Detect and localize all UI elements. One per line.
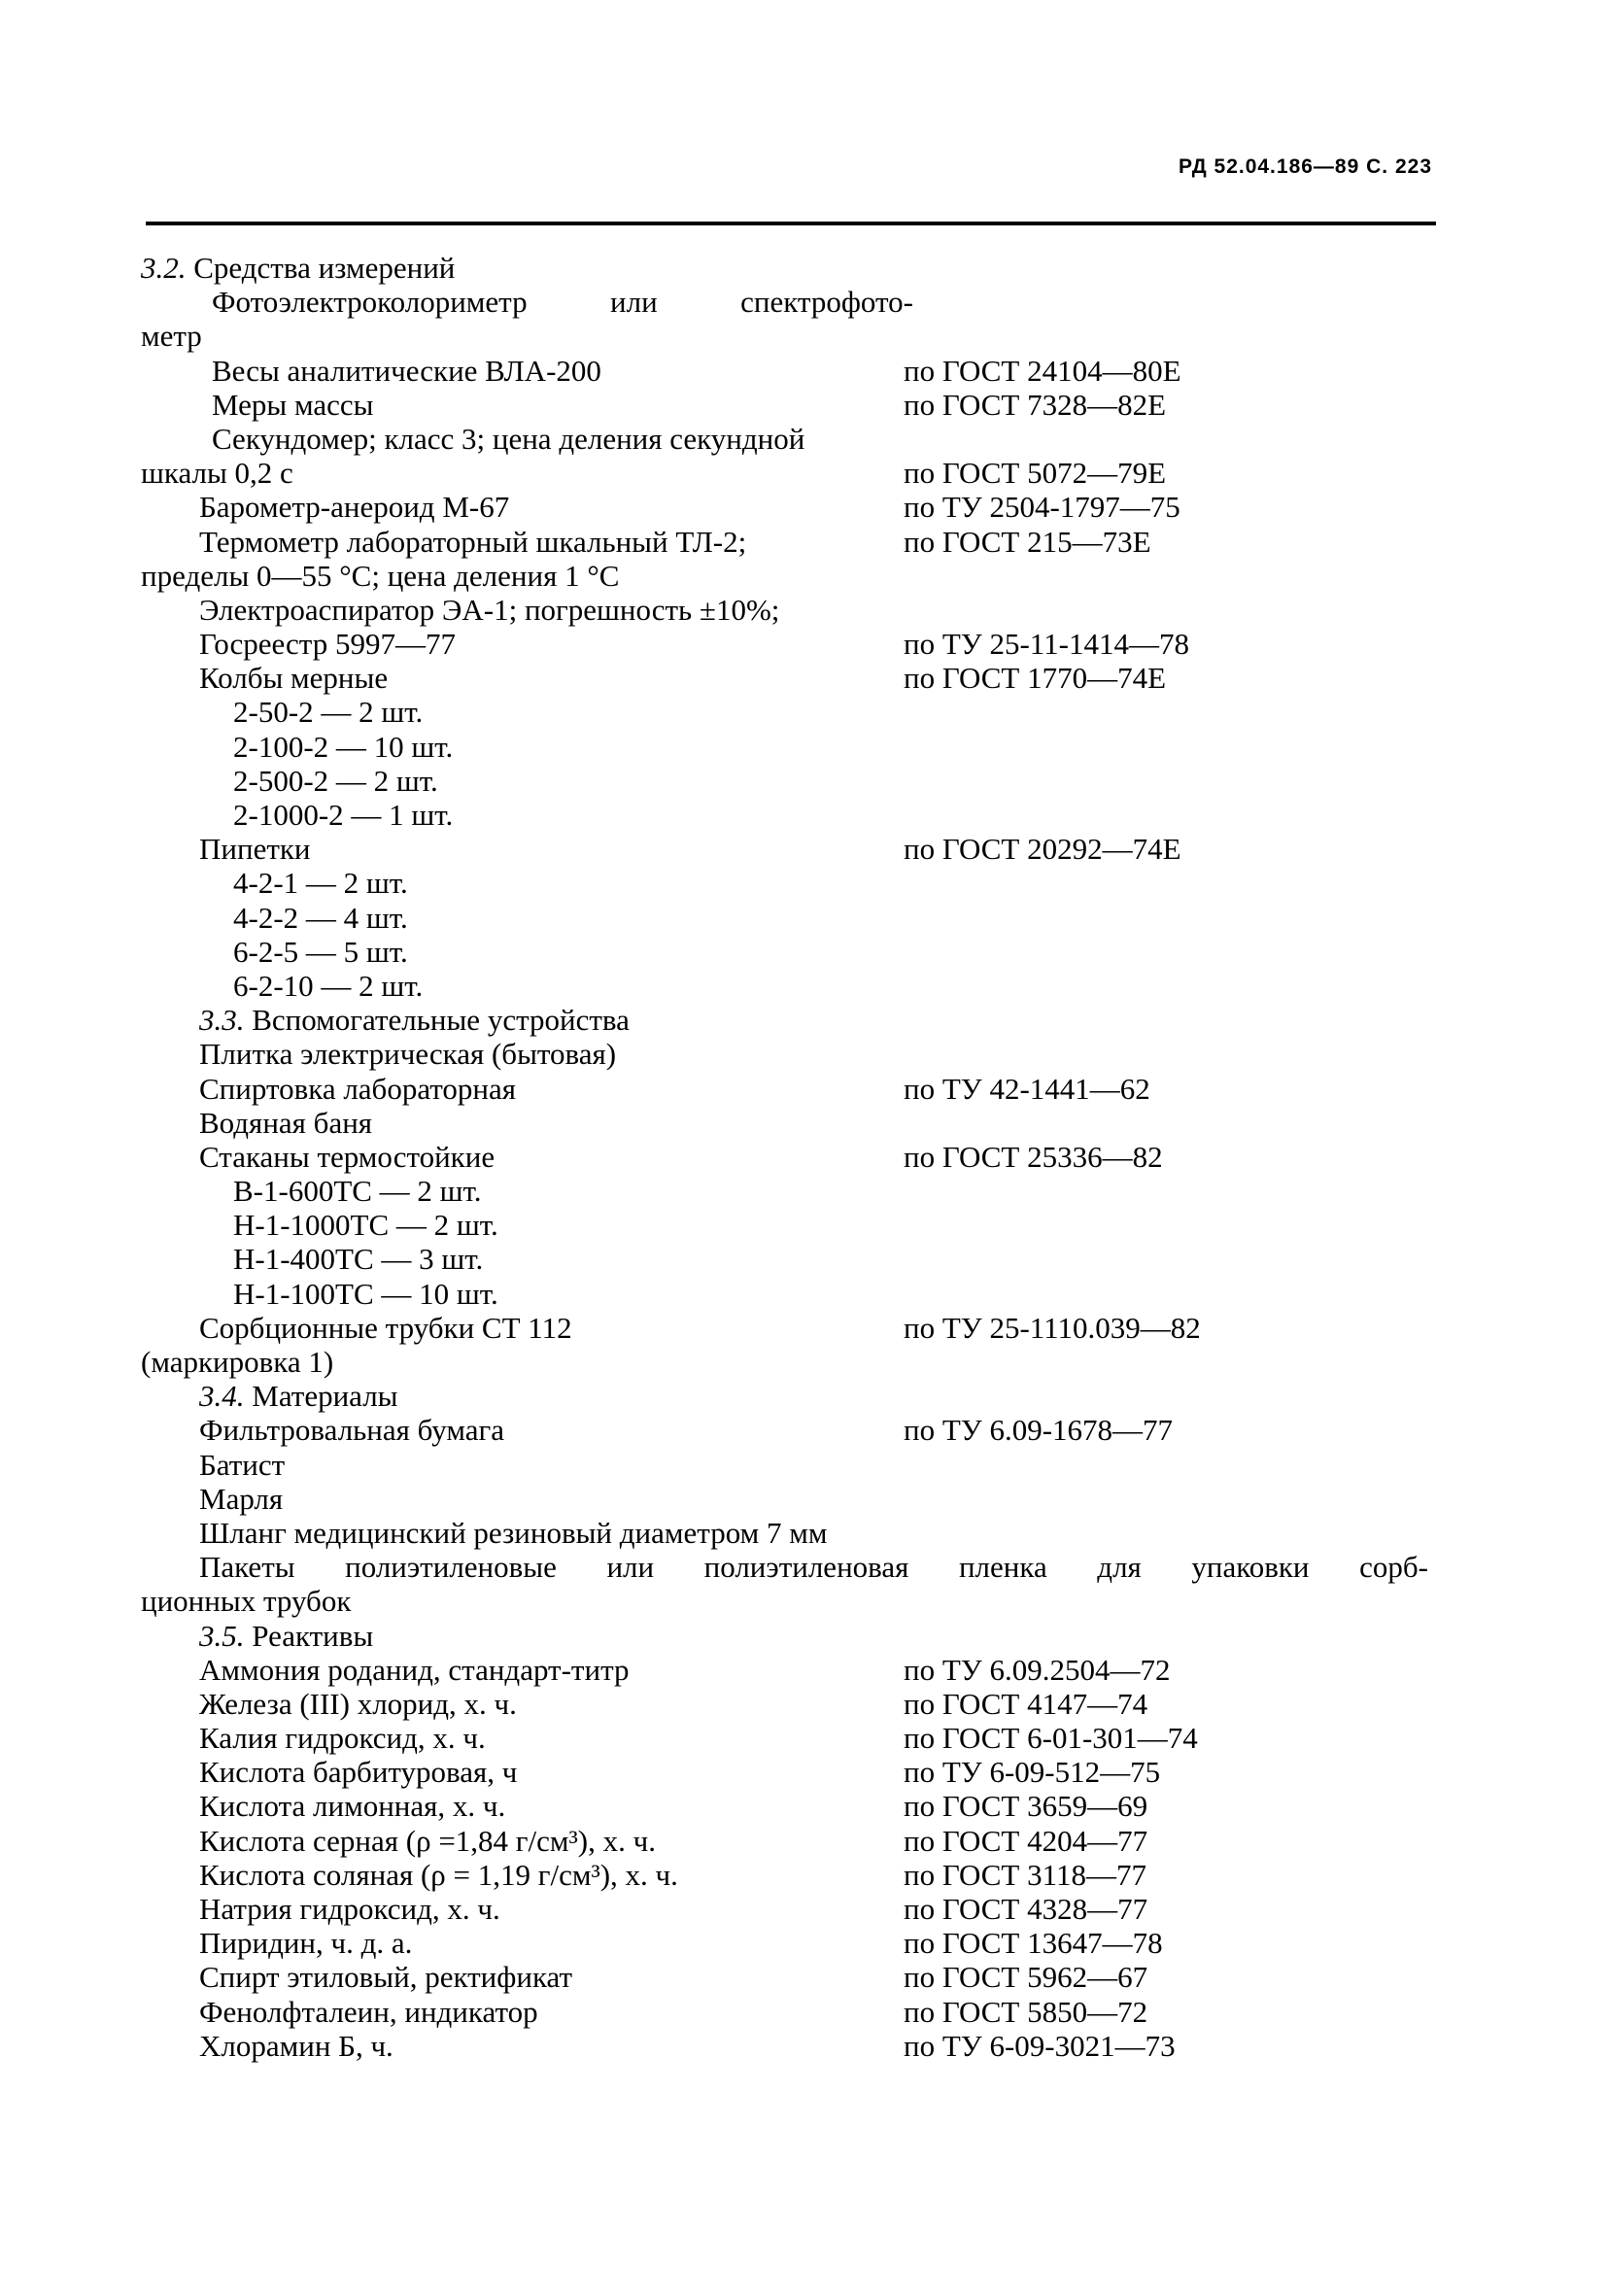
item-name: Водяная баня (199, 1105, 373, 1140)
item-standard: по ГОСТ 7328—82Е (904, 387, 1167, 422)
item-name: Электроаспиратор ЭА-1; погрешность ±10%; (199, 592, 780, 627)
sub-item-text: 4-2-2 — 4 шт. (233, 900, 408, 935)
section-number: 3.3. (199, 1003, 245, 1038)
item-name: Пипетки (199, 832, 311, 867)
section-3-3-heading (0, 1003, 1607, 1037)
item-name-cont: ционных трубок (141, 1584, 352, 1619)
sub-item-text: Н-1-1000ТС — 2 шт. (233, 1208, 498, 1243)
sub-item (0, 969, 1607, 1003)
item-name: Фильтровальная бумага (199, 1413, 504, 1448)
section-title-text: Материалы (252, 1379, 398, 1414)
sub-item (0, 901, 1607, 935)
reagent-standard: по ГОСТ 3118—77 (904, 1857, 1146, 1892)
reagent-standard: по ГОСТ 3659—69 (904, 1789, 1148, 1824)
item-word: для (1097, 1550, 1142, 1585)
item-thermometer (0, 525, 1607, 559)
item-filter-paper (0, 1413, 1607, 1447)
reagent-name: Кислота лимонная, х. ч. (199, 1789, 506, 1824)
sub-item-text: 2-500-2 — 2 шт. (233, 763, 438, 798)
section-title (199, 1379, 398, 1413)
reagent-name: Кислота серная (ρ =1,84 г/см³), х. ч. (199, 1823, 656, 1858)
section-3-2-heading (0, 251, 1607, 285)
section-title (199, 1619, 373, 1653)
item-standard: по ГОСТ 215—73Е (904, 524, 1151, 559)
item-burner (0, 1072, 1607, 1106)
item-name: Термометр лабораторный шкальный ТЛ-2; (199, 524, 747, 559)
item-standard: по ТУ 2504-1797—75 (904, 490, 1180, 525)
item-name: Марля (199, 1481, 284, 1516)
item-standard: по ГОСТ 20292—74Е (904, 832, 1181, 867)
sub-item (0, 1174, 1607, 1208)
section-title-text: Реактивы (252, 1618, 374, 1653)
reagent-row (0, 1858, 1607, 1892)
item-bags-cont (0, 1584, 1607, 1618)
item-word: или (606, 1550, 655, 1585)
item-word: полиэтиленовые (345, 1550, 557, 1585)
section-title (141, 251, 455, 285)
reagent-standard: по ГОСТ 13647—78 (904, 1926, 1163, 1961)
reagent-name: Аммония роданид, стандарт-титр (199, 1652, 630, 1687)
item-name: Госреестр 5997—77 (199, 627, 456, 662)
reagent-name: Кислота барбитуровая, ч (199, 1755, 518, 1790)
section-number: 3.5. (199, 1618, 245, 1653)
item-name: Плитка электрическая (бытовая) (199, 1037, 617, 1072)
reagent-standard: по ГОСТ 5962—67 (904, 1960, 1148, 1995)
item-word: спектрофото- (740, 285, 913, 320)
sub-item-text: 2-1000-2 — 1 шт. (233, 798, 454, 832)
running-header: РД 52.04.186—89 С. 223 (1179, 155, 1432, 178)
item-stopwatch (0, 422, 1607, 456)
reagent-name: Пиридин, ч. д. а. (199, 1926, 413, 1961)
item-standard: по ГОСТ 1770—74Е (904, 661, 1167, 696)
item-name: Секундомер; класс 3; цена деления секундной (212, 421, 805, 456)
reagent-name: Фенолфталеин, индикатор (199, 1994, 538, 2029)
item-word: сорб- (1359, 1550, 1428, 1585)
sub-item-text: 2-100-2 — 10 шт. (233, 729, 454, 764)
sub-item (0, 1277, 1607, 1311)
item-hotplate (0, 1037, 1607, 1071)
section-number: 3.4. (199, 1379, 245, 1414)
item-weights (0, 388, 1607, 422)
reagent-row (0, 2029, 1607, 2063)
reagent-standard: по ГОСТ 4204—77 (904, 1823, 1148, 1858)
item-name-justified (212, 285, 913, 319)
item-beakers (0, 1140, 1607, 1174)
section-title (199, 1003, 630, 1037)
item-hose (0, 1516, 1607, 1550)
item-standard: по ГОСТ 5072—79Е (904, 456, 1167, 491)
reagent-standard: по ГОСТ 4147—74 (904, 1686, 1148, 1721)
item-name-cont: пределы 0—55 °С; цена деления 1 °С (141, 558, 620, 593)
item-word: Фотоэлектроколориметр (212, 285, 528, 320)
sub-item-text: В-1-600ТС — 2 шт. (233, 1174, 482, 1209)
item-scales (0, 354, 1607, 388)
sub-item (0, 764, 1607, 798)
sub-item-text: 6-2-10 — 2 шт. (233, 968, 424, 1003)
reagent-row (0, 1789, 1607, 1823)
reagent-standard: по ТУ 6-09-512—75 (904, 1755, 1161, 1790)
item-sorption-tubes (0, 1311, 1607, 1345)
item-barometer (0, 490, 1607, 524)
item-name: Стаканы термостойкие (199, 1139, 496, 1174)
item-flasks (0, 661, 1607, 695)
reagent-row (0, 1721, 1607, 1755)
item-name-cont: шкалы 0,2 с (141, 456, 293, 491)
reagent-standard: по ГОСТ 4328—77 (904, 1892, 1148, 1926)
reagent-row (0, 1995, 1607, 2029)
reagent-standard: по ГОСТ 6-01-301—74 (904, 1721, 1198, 1756)
item-registry (0, 627, 1607, 661)
item-name: Батист (199, 1447, 286, 1482)
section-title-text: Вспомогательные устройства (252, 1003, 630, 1038)
section-title-text: Средства измерений (193, 251, 456, 285)
item-standard: по ТУ 25-1110.039—82 (904, 1310, 1201, 1345)
reagent-standard: по ГОСТ 5850—72 (904, 1994, 1148, 2029)
item-name: Барометр-анероид М-67 (199, 490, 510, 525)
document-body (0, 251, 1607, 2063)
item-name: Меры массы (212, 387, 374, 422)
item-photocolorimeter (0, 285, 1607, 319)
item-name: Колбы мерные (199, 661, 389, 696)
reagent-row (0, 1755, 1607, 1789)
item-bags (0, 1550, 1607, 1584)
item-name: Весы аналитические ВЛА-200 (212, 353, 601, 388)
item-name: Шланг медицинский резиновый диаметром 7 мм (199, 1515, 828, 1550)
item-name: Спиртовка лабораторная (199, 1071, 517, 1106)
reagent-row (0, 1960, 1607, 1994)
item-standard: по ТУ 42-1441—62 (904, 1071, 1150, 1106)
sub-item-text: 2-50-2 — 2 шт. (233, 695, 424, 730)
item-standard: по ТУ 6.09-1678—77 (904, 1413, 1174, 1448)
item-standard: по ГОСТ 25336—82 (904, 1139, 1163, 1174)
item-name-cont: (маркировка 1) (141, 1345, 334, 1379)
item-word: пленка (958, 1550, 1047, 1585)
item-stopwatch-cont (0, 456, 1607, 490)
reagent-standard: по ТУ 6.09.2504—72 (904, 1652, 1171, 1687)
sub-item (0, 935, 1607, 969)
item-gauze (0, 1482, 1607, 1516)
reagent-name: Кислота соляная (ρ = 1,19 г/см³), х. ч. (199, 1857, 678, 1892)
sub-item-text: 4-2-1 — 2 шт. (233, 866, 408, 901)
reagent-name: Железа (III) хлорид, х. ч. (199, 1686, 517, 1721)
section-number: 3.2. (141, 251, 187, 285)
section-3-5-heading (0, 1619, 1607, 1653)
reagent-name: Хлорамин Б, ч. (199, 2028, 393, 2063)
sub-item-text: Н-1-100ТС — 10 шт. (233, 1276, 498, 1311)
sub-item (0, 866, 1607, 900)
item-pipettes (0, 832, 1607, 866)
item-word: полиэтиленовая (703, 1550, 909, 1585)
item-standard: по ТУ 25-11-1414—78 (904, 627, 1189, 662)
item-name-cont: метр (141, 319, 202, 354)
reagent-standard: по ТУ 6-09-3021—73 (904, 2028, 1176, 2063)
item-thermometer-cont (0, 559, 1607, 593)
section-3-4-heading (0, 1379, 1607, 1413)
sub-item (0, 798, 1607, 832)
item-standard: по ГОСТ 24104—80Е (904, 353, 1181, 388)
sub-item (0, 730, 1607, 764)
reagent-name: Натрия гидроксид, х. ч. (199, 1892, 500, 1926)
item-word: или (610, 285, 658, 320)
reagent-name: Калия гидроксид, х. ч. (199, 1721, 486, 1756)
reagent-row (0, 1687, 1607, 1721)
item-word: упаковки (1191, 1550, 1310, 1585)
reagent-row (0, 1824, 1607, 1858)
reagent-row (0, 1892, 1607, 1926)
header-rule (146, 222, 1436, 225)
sub-item (0, 1208, 1607, 1242)
sub-item (0, 1242, 1607, 1276)
item-sorption-cont (0, 1345, 1607, 1379)
sub-item-text: Н-1-400ТС — 3 шт. (233, 1242, 484, 1277)
item-word: Пакеты (199, 1550, 295, 1585)
reagent-row (0, 1653, 1607, 1687)
item-name: Сорбционные трубки СТ 112 (199, 1310, 572, 1345)
item-name-justified (199, 1550, 1428, 1584)
reagent-name: Спирт этиловый, ректификат (199, 1960, 573, 1995)
item-batiste (0, 1448, 1607, 1482)
reagent-row (0, 1926, 1607, 1960)
item-aspirator (0, 593, 1607, 627)
item-waterbath (0, 1106, 1607, 1140)
sub-item-text: 6-2-5 — 5 шт. (233, 934, 408, 969)
item-continuation (0, 319, 1607, 353)
sub-item (0, 695, 1607, 729)
